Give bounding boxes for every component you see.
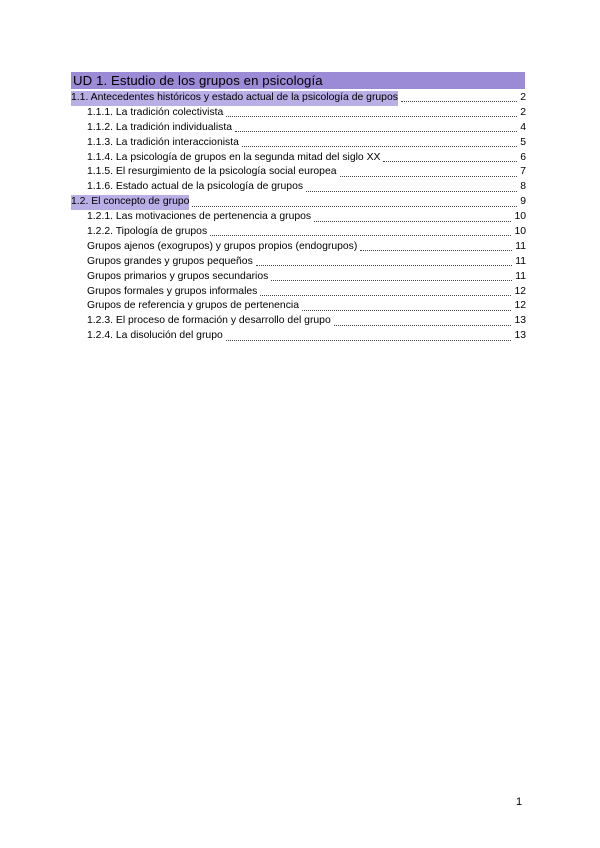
toc-entry-page: 12 [514, 300, 526, 312]
toc-leader-dots [334, 325, 512, 326]
toc-entry[interactable] [71, 136, 526, 151]
toc-leader-dots [401, 101, 517, 102]
toc-leader-dots [340, 176, 518, 177]
toc-entry[interactable] [71, 165, 526, 180]
page-number: 1 [516, 796, 523, 808]
toc-entry-label: Grupos formales y grupos informales [87, 285, 258, 297]
toc-entry-label: 1.2.3. El proceso de formación y desarrollo del grupo [87, 315, 331, 327]
toc-entry-page: 11 [515, 240, 526, 252]
toc-entry-label: 1.1.4. La psicología de grupos en la segunda mitad del siglo XX [87, 151, 381, 163]
toc-entry[interactable] [71, 121, 526, 136]
toc-entry-page: 11 [515, 255, 526, 267]
toc-entry-label: 1.1.3. La tradición interaccionista [87, 136, 239, 148]
toc-entry[interactable] [71, 314, 526, 329]
toc-entry-page: 10 [514, 226, 526, 238]
toc-entry[interactable] [71, 106, 526, 121]
toc-leader-dots [302, 310, 511, 311]
toc-entry[interactable] [71, 180, 526, 195]
toc-entry[interactable] [71, 270, 526, 285]
toc-leader-dots [314, 221, 511, 222]
toc-entry[interactable] [71, 210, 526, 225]
toc-leader-dots [226, 116, 517, 117]
toc-entry[interactable] [71, 299, 526, 314]
toc-entry-page: 13 [514, 315, 526, 327]
toc-entry[interactable] [71, 240, 526, 255]
toc-leader-dots [271, 280, 512, 281]
toc-entry-page: 2 [520, 92, 526, 103]
title-highlight [71, 72, 525, 89]
toc-entry-label: Grupos de referencia y grupos de pertenencia [87, 300, 299, 312]
toc-entry-label: 1.1.1. La tradición colectivista [87, 106, 224, 118]
toc-entry-page: 10 [514, 211, 526, 223]
toc-entry[interactable] [71, 151, 526, 166]
toc-entry-label: 1.2.2. Tipología de grupos [87, 226, 208, 238]
toc-entry-label: 1.2.4. La disolución del grupo [87, 330, 223, 342]
toc-entry-page: 2 [520, 106, 526, 118]
toc-leader-dots [242, 146, 517, 147]
toc-entry-label: 1.1.5. El resurgimiento de la psicología social europea [87, 166, 337, 178]
toc-leader-dots [256, 265, 512, 266]
toc-leader-dots [226, 340, 512, 341]
toc-entry[interactable] [71, 91, 526, 106]
toc-leader-dots [260, 295, 511, 296]
toc-entry[interactable] [71, 225, 526, 240]
toc-leader-dots [192, 206, 517, 207]
toc-entry-label: Grupos primarios y grupos secundarios [87, 270, 269, 282]
toc-entry-page: 7 [520, 166, 526, 178]
toc-leader-dots [383, 161, 517, 162]
toc-leader-dots [306, 191, 517, 192]
toc-entry[interactable] [71, 329, 526, 344]
toc-entry[interactable] [71, 195, 526, 210]
toc-entry[interactable] [71, 285, 526, 300]
toc-entry-label: 1.1.6. Estado actual de la psicología de grupos [87, 181, 304, 193]
toc-entry-label: Grupos ajenos (exogrupos) y grupos propios (endogrupos) [87, 240, 358, 252]
toc-leader-dots [235, 131, 517, 132]
toc-entry-label: 1.2. El concepto de grupo [71, 195, 189, 210]
toc-entry-label: 1.2.1. Las motivaciones de pertenencia a grupos [87, 211, 312, 223]
toc-entry-page: 8 [520, 181, 526, 193]
toc-entry-page: 13 [514, 330, 526, 342]
toc-entry-label: Grupos grandes y grupos pequeños [87, 255, 253, 267]
toc-entry-page: 6 [520, 151, 526, 163]
document-title: UD 1. Estudio de los grupos en psicología [73, 73, 323, 88]
toc-entry-page: 12 [514, 285, 526, 297]
toc-entry[interactable] [71, 255, 526, 270]
toc-entry-label: 1.1.2. La tradición individualista [87, 121, 232, 133]
toc-entry-page: 4 [520, 121, 526, 133]
toc-entry-page: 5 [520, 136, 526, 148]
toc-entry-page: 9 [520, 196, 526, 208]
toc-entry-page: 11 [515, 270, 526, 282]
table-of-contents [71, 91, 526, 344]
toc-entry-label: 1.1. Antecedentes históricos y estado actual de la psicología de grupos [71, 91, 398, 106]
toc-leader-dots [210, 235, 511, 236]
toc-leader-dots [360, 250, 512, 251]
